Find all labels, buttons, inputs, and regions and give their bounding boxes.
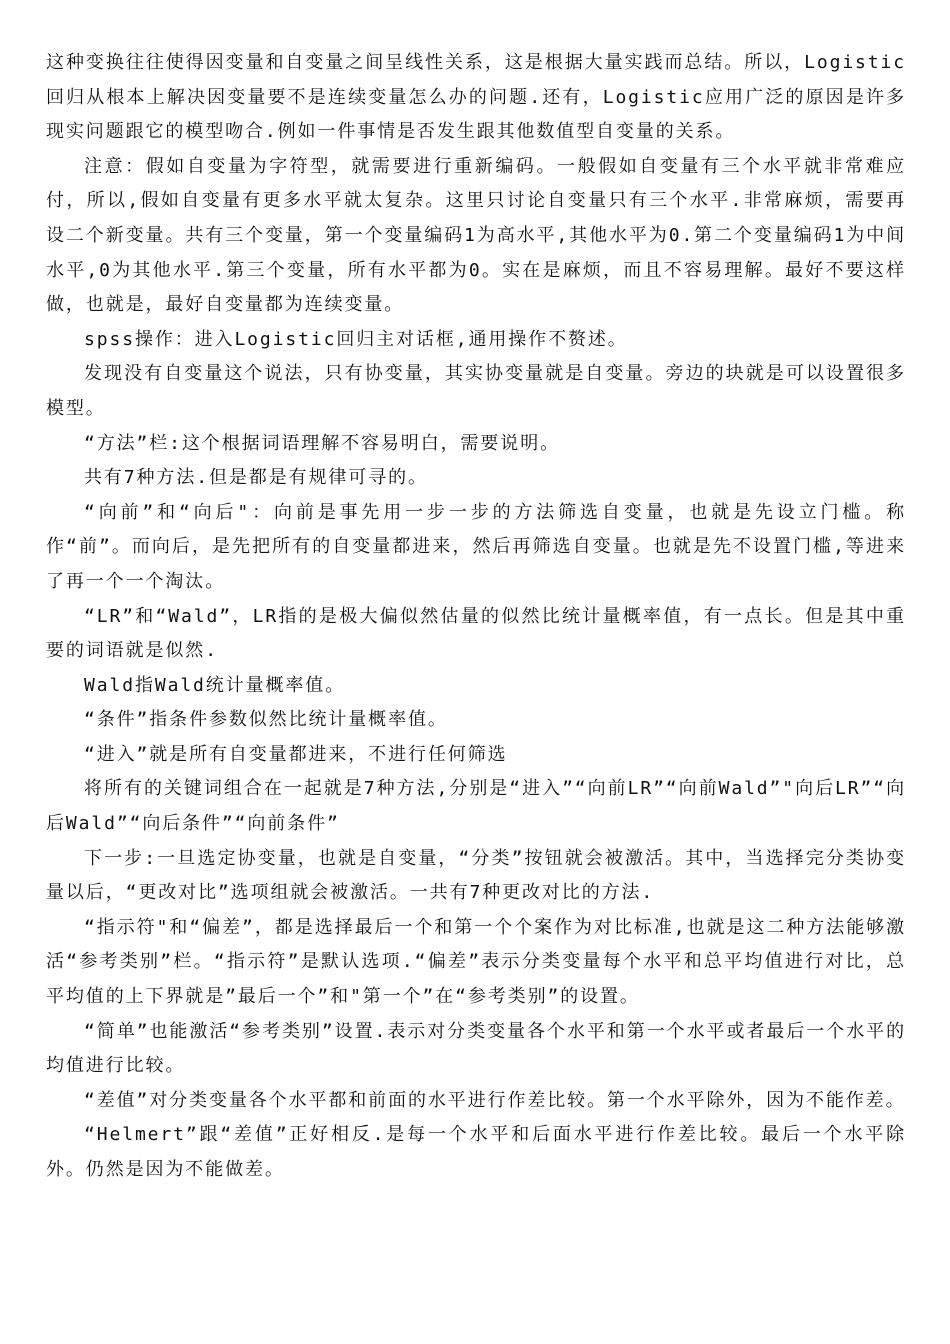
paragraph-next-step: 下一步:一旦选定协变量，也就是自变量，“分类”按钮就会被激活。其中，当选择完分类协变量以后，“更改对比”选项组就会被激活。一共有7种更改对比的方法. — [46, 847, 906, 904]
paragraph-forward-backward: “向前”和“向后"：向前是事先用一步一步的方法筛选自变量，也就是先设立门槛。称作“前”。而向后，是先把所有的自变量都进来，然后再筛选自变量。也就是先不设置门槛,等进来了再一个一个淘汰。 — [46, 501, 906, 592]
paragraph-indicator-deviation: “指示符"和“偏差”，都是选择最后一个和第一个个案作为对比标准,也就是这二种方法能够激活“参考类别”栏。“指示符”是默认选项.“偏差”表示分类变量每个水平和总平均值进行对比，总平均值的上下界就是”最后一个”和"第一个”在“参考类别”的设置。 — [46, 916, 906, 1008]
paragraph-difference: “差值”对分类变量各个水平都和前面的水平进行作差比较。第一个水平除外，因为不能作差。 — [84, 1089, 906, 1111]
paragraph-spss-operation: spss操作：进入Logistic回归主对话框,通用操作不赘述。 — [84, 328, 628, 350]
paragraph-conditional: “条件”指条件参数似然比统计量概率值。 — [84, 709, 448, 731]
paragraph-lr-wald: “LR”和“Wald”，LR指的是极大偏似然估量的似然比统计量概率值，有一点长。但是其中重要的词语就是似然. — [46, 605, 906, 662]
paragraph-helmert: “Helmert”跟“差值”正好相反.是每一个水平和后面水平进行作差比较。最后一个水平除外。仍然是因为不能做差。 — [46, 1124, 906, 1180]
paragraph-simple: “简单”也能激活“参考类别”设置.表示对分类变量各个水平和第一个水平或者最后一个水平的均值进行比较。 — [46, 1020, 906, 1077]
paragraph-enter: “进入”就是所有自变量都进来，不进行任何筛选 — [84, 743, 508, 765]
paragraph-covariate: 发现没有自变量这个说法，只有协变量，其实协变量就是自变量。旁边的块就是可以设置很多模型。 — [46, 363, 906, 419]
paragraph-seven-methods: 共有7种方法.但是都是有规律可寻的。 — [84, 467, 428, 489]
paragraph-method-field: “方法”栏:这个根据词语理解不容易明白，需要说明。 — [84, 432, 561, 454]
paragraph-wald: Wald指Wald统计量概率值。 — [84, 674, 346, 696]
paragraph-method-list: 将所有的关键词组合在一起就是7种方法,分别是“进入”“向前LR”“向前Wald”"向后LR”“向后Wald”“向后条件”“向前条件” — [46, 778, 906, 835]
paragraph-note: 注意：假如自变量为字符型，就需要进行重新编码。一般假如自变量有三个水平就非常难应付，所以,假如自变量有更多水平就太复杂。这里只讨论自变量只有三个水平.非常麻烦，需要再设二个新变量。共有三个变量，第一个变量编码1为高水平,其他水平为0.第二个变量编码1为中间水平,0为其他水平.第三个变量，所有水平都为0。实在是麻烦，而且不容易理解。最好不要这样做，也就是，最好自变量都为连续变量。 — [46, 155, 906, 316]
document-body — [46, 46, 906, 1188]
paragraph-continuation: 这种变换往往使得因变量和自变量之间呈线性关系，这是根据大量实践而总结。所以，Logistic回归从根本上解决因变量要不是连续变量怎么办的问题.还有，Logistic应用广泛的原因是许多现实问题跟它的模型吻合.例如一件事情是否发生跟其他数值型自变量的关系。 — [46, 52, 906, 143]
